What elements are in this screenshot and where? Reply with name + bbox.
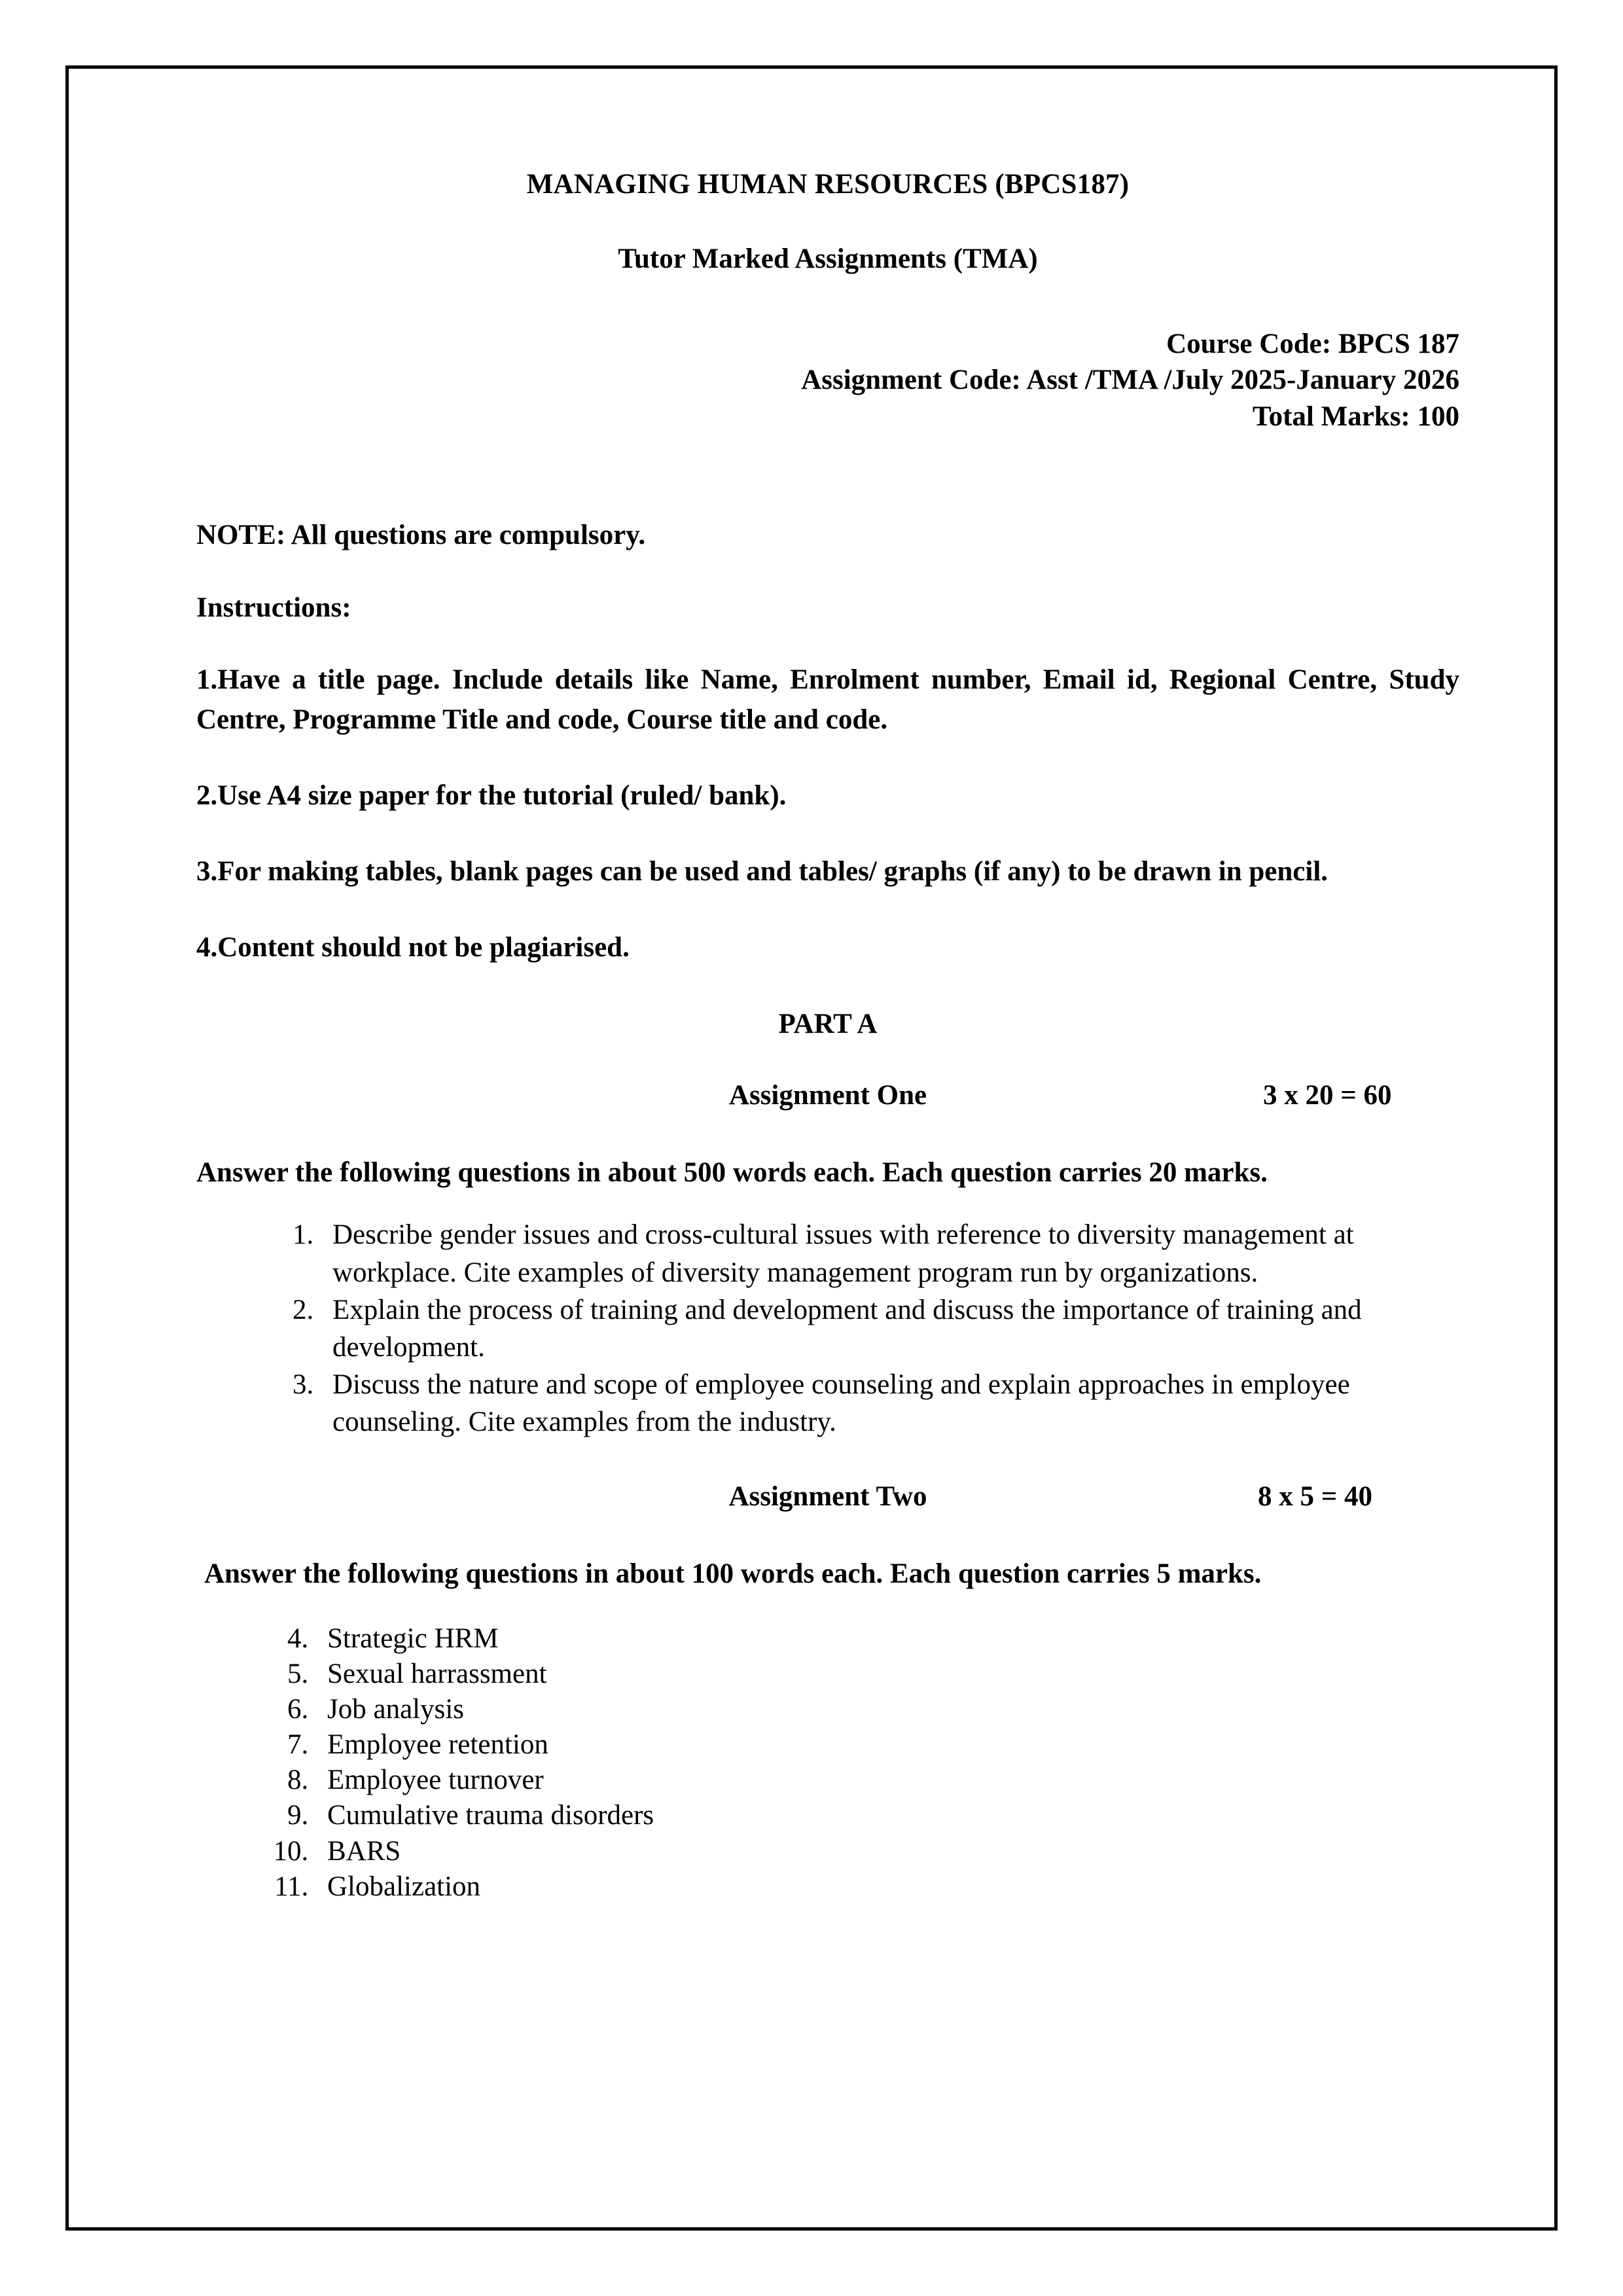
assignment-one-title: Assignment One: [728, 1080, 927, 1111]
list-item: 8. Employee turnover: [315, 1763, 1459, 1798]
list-item: 3. Discuss the nature and scope of employee counseling and explain approaches in employee counseling. Cite examples from the industry.: [321, 1366, 1459, 1441]
list-item: 7. Employee retention: [315, 1727, 1459, 1763]
assignment-two-instruction: Answer the following questions in about 100 words each. Each question carries 5 marks.: [204, 1558, 1262, 1589]
list-item: 5. Sexual harrassment: [315, 1657, 1459, 1692]
instruction-item-1: 1.Have a title page. Include details like Name, Enrolment number, Email id, Regional Centre, Study Centre, Programme Title and code, Course title and code.: [196, 664, 1459, 736]
list-item: 9. Cumulative trauma disorders: [315, 1798, 1459, 1833]
course-code: Course Code: BPCS 187: [1166, 328, 1459, 359]
assignment-two-title: Assignment Two: [728, 1480, 927, 1512]
assignment-two-question-list: [196, 1621, 1459, 1905]
instruction-item-3: 3.For making tables, blank pages can be used and tables/ graphs (if any) to be drawn in pencil.: [196, 856, 1329, 888]
note-text: NOTE: All questions are compulsory.: [196, 520, 646, 551]
list-item: 1. Describe gender issues and cross-cultural issues with reference to diversity management at workplace. Cite examples of diversity management program run by organizations.: [321, 1216, 1459, 1291]
assignment-one-header: [196, 1079, 1459, 1113]
instruction-item-2: 2.Use A4 size paper for the tutorial (ruled/ bank).: [196, 780, 787, 812]
total-marks: Total Marks: 100: [1252, 401, 1459, 433]
assignment-two-marks: 8 x 5 = 40: [1258, 1480, 1373, 1512]
instruction-item-4: 4.Content should not be plagiarised.: [196, 932, 630, 963]
list-item: 2. Explain the process of training and development and discuss the importance of training and development.: [321, 1291, 1459, 1366]
part-heading: PART A: [778, 1009, 878, 1040]
list-item: 4. Strategic HRM: [315, 1621, 1459, 1657]
list-item: 6. Job analysis: [315, 1692, 1459, 1727]
title-block: [196, 167, 1459, 277]
page-title: MANAGING HUMAN RESOURCES (BPCS187): [526, 169, 1130, 200]
course-meta-block: [196, 326, 1459, 436]
list-item: 11. Globalization: [315, 1869, 1459, 1905]
assignment-code: Assignment Code: Asst /TMA /July 2025-January 2026: [801, 365, 1459, 396]
assignment-two-header: [196, 1480, 1459, 1515]
document-content: [196, 167, 1459, 1905]
assignment-one-marks: 3 x 20 = 60: [1263, 1080, 1392, 1111]
assignment-one-instruction: Answer the following questions in about 500 words each. Each question carries 20 marks.: [196, 1157, 1268, 1189]
instructions-heading: Instructions:: [196, 592, 351, 624]
list-item: 10. BARS: [315, 1834, 1459, 1869]
page-subtitle: Tutor Marked Assignments (TMA): [618, 243, 1038, 274]
assignment-one-question-list: [196, 1216, 1459, 1441]
